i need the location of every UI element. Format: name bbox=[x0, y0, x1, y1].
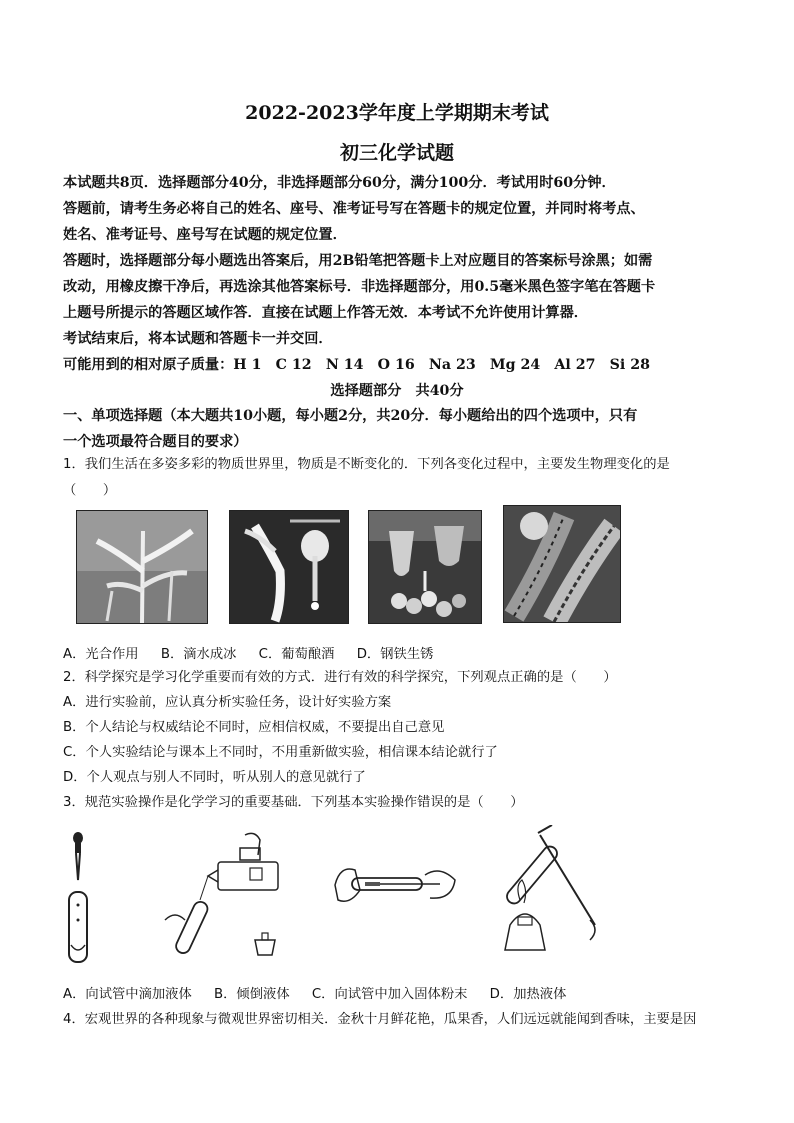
q1-option-b: B．滴水成冰 bbox=[160, 647, 237, 662]
instruction-line: 答题时，选择题部分每小题选出答案后，用2B铅笔把答题卡上对应题目的答案标号涂黑；如需 bbox=[63, 253, 653, 269]
instruction-line: 本试题共8页．选择题部分40分，非选择题部分60分，满分100分．考试用时60分钟． bbox=[63, 175, 616, 191]
q3-option-d: D．加热液体 bbox=[489, 987, 567, 1002]
q1-option-d: D．钢铁生锈 bbox=[356, 647, 434, 662]
photosynthesis-image bbox=[76, 510, 208, 624]
q3-option-c: C．向试管中加入固体粉末 bbox=[311, 987, 468, 1002]
atomic-mass-line: 可能用到的相对原子质量：H 1 C 12 N 14 O 16 Na 23 Mg 24 Al 27 Si 28 bbox=[63, 357, 650, 373]
q2-stem: 2．科学探究是学习化学重要而有效的方式．进行有效的科学探究，下列观点正确的是（ ） bbox=[63, 670, 617, 685]
exam-title: 2022-2023学年度上学期期末考试 bbox=[245, 102, 549, 124]
q2-option-c: C．个人实验结论与课本上不同时，不用重新做实验，相信课本结论就行了 bbox=[63, 745, 498, 760]
ice-drip-image bbox=[229, 510, 349, 624]
q3-stem: 3．规范实验操作是化学学习的重要基础．下列基本实验操作错误的是（ ） bbox=[63, 795, 524, 810]
q1-stem: 1．我们生活在多姿多彩的物质世界里，物质是不断变化的．下列各变化过程中，主要发生物理变化的是 bbox=[63, 457, 670, 472]
pouring-liquid-illustration bbox=[160, 830, 290, 965]
q2-option-a: A．进行实验前，应认真分析实验任务，设计好实验方案 bbox=[63, 695, 392, 710]
section-header: 选择题部分 共40分 bbox=[330, 383, 464, 399]
q3-option-a: A．向试管中滴加液体 bbox=[63, 987, 192, 1002]
q3-options bbox=[63, 982, 743, 1008]
instruction-line: 上题号所提示的答题区域作答．直接在试题上作答无效．本考试不允许使用计算器． bbox=[63, 305, 588, 321]
q2-option-b: B．个人结论与权威结论不同时，应相信权威，不要提出自己意见 bbox=[63, 720, 445, 735]
q2-option-d: D．个人观点与别人不同时，听从别人的意见就行了 bbox=[63, 770, 366, 785]
dropper-tube-illustration bbox=[60, 830, 100, 965]
instruction-line: 答题前，请考生务必将自己的姓名、座号、准考证号写在答题卡的规定位置，并同时将考点、 bbox=[63, 201, 645, 217]
part1-instruction: 一个选项最符合题目的要求） bbox=[63, 434, 248, 450]
instruction-line: 姓名、准考证号、座号写在试题的规定位置． bbox=[63, 227, 347, 243]
instruction-line: 考试结束后，将本试题和答题卡一并交回． bbox=[63, 331, 333, 347]
part1-instruction: 一、单项选择题（本大题共10小题，每小题2分，共20分．每小题给出的四个选项中，只有 bbox=[63, 408, 638, 424]
adding-powder-illustration bbox=[330, 850, 460, 920]
q1-option-a: A．光合作用 bbox=[63, 647, 139, 662]
q1-option-c: C．葡萄酿酒 bbox=[258, 647, 335, 662]
q1-stem-paren: （ ） bbox=[63, 483, 117, 498]
exam-subtitle: 初三化学试题 bbox=[339, 142, 454, 164]
heating-liquid-illustration bbox=[490, 825, 610, 965]
q4-stem: 4．宏观世界的各种现象与微观世界密切相关．金秋十月鲜花艳，瓜果香，人们远远就能闻到香味，主要是因 bbox=[63, 1012, 697, 1027]
instruction-line: 改动，用橡皮擦干净后，再选涂其他答案标号．非选择题部分，用0.5毫米黑色签字笔在答题卡 bbox=[63, 279, 656, 295]
winemaking-image bbox=[368, 510, 482, 624]
q3-option-b: B．倾倒液体 bbox=[214, 987, 290, 1002]
rusty-steel-image bbox=[503, 505, 621, 623]
